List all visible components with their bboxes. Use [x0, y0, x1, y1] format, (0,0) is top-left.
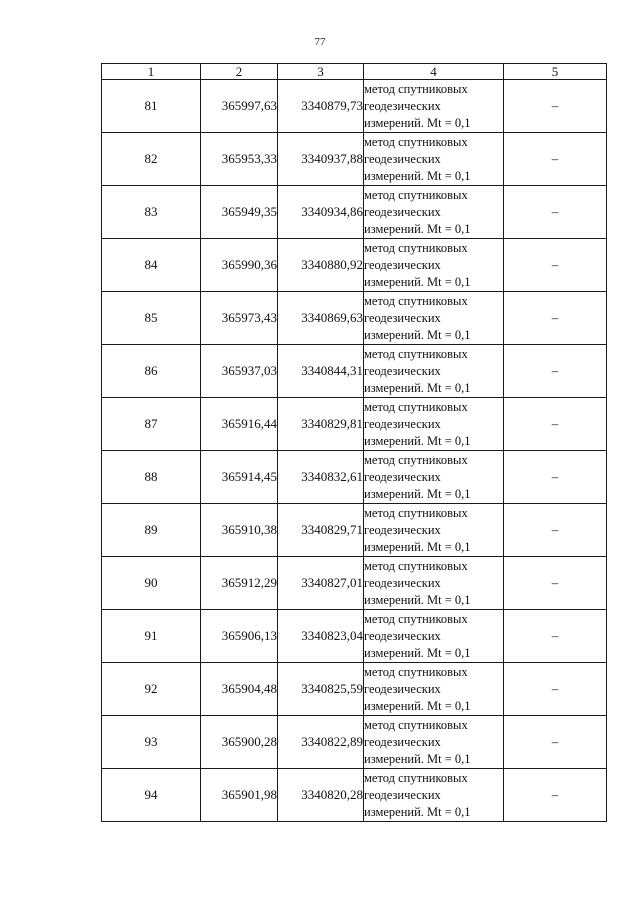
method-line: геодезических: [364, 575, 441, 590]
y-coordinate: 3340829,71: [278, 504, 364, 557]
determination-method: [364, 345, 504, 398]
table-row: [102, 451, 607, 504]
x-coordinate: 365997,63: [201, 80, 278, 133]
header-col-5: 5: [504, 64, 607, 80]
method-line: геодезических: [364, 416, 441, 431]
x-coordinate: 365910,38: [201, 504, 278, 557]
note-dash: –: [504, 398, 607, 451]
table-row: [102, 769, 607, 822]
y-coordinate: 3340879,73: [278, 80, 364, 133]
x-coordinate: 365949,35: [201, 186, 278, 239]
method-line: метод спутниковых: [364, 240, 468, 255]
note-dash: –: [504, 716, 607, 769]
y-coordinate: 3340869,63: [278, 292, 364, 345]
point-number: 90: [102, 557, 201, 610]
y-coordinate: 3340832,61: [278, 451, 364, 504]
point-number: 93: [102, 716, 201, 769]
method-line: метод спутниковых: [364, 346, 468, 361]
y-coordinate: 3340829,81: [278, 398, 364, 451]
header-col-1: 1: [102, 64, 201, 80]
table-row: [102, 292, 607, 345]
method-line: геодезических: [364, 257, 441, 272]
table-row: [102, 398, 607, 451]
note-dash: –: [504, 557, 607, 610]
method-line: геодезических: [364, 522, 441, 537]
determination-method: [364, 504, 504, 557]
note-dash: –: [504, 133, 607, 186]
y-coordinate: 3340880,92: [278, 239, 364, 292]
method-line: измерений. Mt = 0,1: [364, 486, 471, 501]
point-number: 84: [102, 239, 201, 292]
note-dash: –: [504, 663, 607, 716]
table-row: [102, 80, 607, 133]
method-line: метод спутниковых: [364, 558, 468, 573]
method-line: геодезических: [364, 734, 441, 749]
y-coordinate: 3340820,28: [278, 769, 364, 822]
determination-method: [364, 610, 504, 663]
point-number: 91: [102, 610, 201, 663]
y-coordinate: 3340825,59: [278, 663, 364, 716]
method-line: геодезических: [364, 363, 441, 378]
method-line: геодезических: [364, 310, 441, 325]
determination-method: [364, 239, 504, 292]
note-dash: –: [504, 80, 607, 133]
method-line: метод спутниковых: [364, 134, 468, 149]
determination-method: [364, 451, 504, 504]
x-coordinate: 365914,45: [201, 451, 278, 504]
determination-method: [364, 663, 504, 716]
determination-method: [364, 133, 504, 186]
method-line: измерений. Mt = 0,1: [364, 592, 471, 607]
table-row: [102, 557, 607, 610]
note-dash: –: [504, 345, 607, 398]
method-line: геодезических: [364, 151, 441, 166]
note-dash: –: [504, 451, 607, 504]
point-number: 92: [102, 663, 201, 716]
point-number: 85: [102, 292, 201, 345]
method-line: измерений. Mt = 0,1: [364, 804, 471, 819]
table-row: [102, 186, 607, 239]
method-line: метод спутниковых: [364, 717, 468, 732]
method-line: метод спутниковых: [364, 187, 468, 202]
note-dash: –: [504, 186, 607, 239]
x-coordinate: 365990,36: [201, 239, 278, 292]
method-line: геодезических: [364, 98, 441, 113]
x-coordinate: 365953,33: [201, 133, 278, 186]
point-number: 88: [102, 451, 201, 504]
note-dash: –: [504, 239, 607, 292]
x-coordinate: 365937,03: [201, 345, 278, 398]
table-row: [102, 610, 607, 663]
table-row: [102, 716, 607, 769]
header-col-3: 3: [278, 64, 364, 80]
method-line: метод спутниковых: [364, 770, 468, 785]
point-number: 94: [102, 769, 201, 822]
method-line: измерений. Mt = 0,1: [364, 751, 471, 766]
header-col-4: 4: [364, 64, 504, 80]
method-line: измерений. Mt = 0,1: [364, 327, 471, 342]
method-line: метод спутниковых: [364, 664, 468, 679]
determination-method: [364, 716, 504, 769]
method-line: метод спутниковых: [364, 399, 468, 414]
header-col-2: 2: [201, 64, 278, 80]
method-line: измерений. Mt = 0,1: [364, 380, 471, 395]
determination-method: [364, 292, 504, 345]
determination-method: [364, 557, 504, 610]
y-coordinate: 3340934,86: [278, 186, 364, 239]
determination-method: [364, 769, 504, 822]
y-coordinate: 3340937,88: [278, 133, 364, 186]
table-row: [102, 663, 607, 716]
note-dash: –: [504, 769, 607, 822]
x-coordinate: 365901,98: [201, 769, 278, 822]
note-dash: –: [504, 504, 607, 557]
page-number: 77: [314, 36, 326, 48]
y-coordinate: 3340827,01: [278, 557, 364, 610]
method-line: измерений. Mt = 0,1: [364, 645, 471, 660]
x-coordinate: 365900,28: [201, 716, 278, 769]
determination-method: [364, 186, 504, 239]
method-line: метод спутниковых: [364, 452, 468, 467]
method-line: метод спутниковых: [364, 611, 468, 626]
x-coordinate: 365973,43: [201, 292, 278, 345]
method-line: измерений. Mt = 0,1: [364, 221, 471, 236]
coordinates-table: [101, 63, 607, 822]
table-row: [102, 133, 607, 186]
y-coordinate: 3340844,31: [278, 345, 364, 398]
determination-method: [364, 398, 504, 451]
method-line: измерений. Mt = 0,1: [364, 168, 471, 183]
method-line: измерений. Mt = 0,1: [364, 433, 471, 448]
table-row: [102, 239, 607, 292]
x-coordinate: 365904,48: [201, 663, 278, 716]
method-line: измерений. Mt = 0,1: [364, 274, 471, 289]
y-coordinate: 3340823,04: [278, 610, 364, 663]
x-coordinate: 365906,13: [201, 610, 278, 663]
method-line: метод спутниковых: [364, 505, 468, 520]
method-line: метод спутниковых: [364, 293, 468, 308]
table-row: [102, 504, 607, 557]
point-number: 83: [102, 186, 201, 239]
point-number: 89: [102, 504, 201, 557]
x-coordinate: 365916,44: [201, 398, 278, 451]
point-number: 82: [102, 133, 201, 186]
method-line: геодезических: [364, 204, 441, 219]
determination-method: [364, 80, 504, 133]
method-line: измерений. Mt = 0,1: [364, 698, 471, 713]
table-row: [102, 345, 607, 398]
point-number: 87: [102, 398, 201, 451]
method-line: измерений. Mt = 0,1: [364, 115, 471, 130]
point-number: 81: [102, 80, 201, 133]
note-dash: –: [504, 610, 607, 663]
method-line: измерений. Mt = 0,1: [364, 539, 471, 554]
x-coordinate: 365912,29: [201, 557, 278, 610]
table-header-row: [102, 64, 607, 80]
point-number: 86: [102, 345, 201, 398]
method-line: геодезических: [364, 787, 441, 802]
note-dash: –: [504, 292, 607, 345]
method-line: геодезических: [364, 681, 441, 696]
method-line: геодезических: [364, 628, 441, 643]
method-line: геодезических: [364, 469, 441, 484]
method-line: метод спутниковых: [364, 81, 468, 96]
table-body: [102, 80, 607, 822]
y-coordinate: 3340822,89: [278, 716, 364, 769]
